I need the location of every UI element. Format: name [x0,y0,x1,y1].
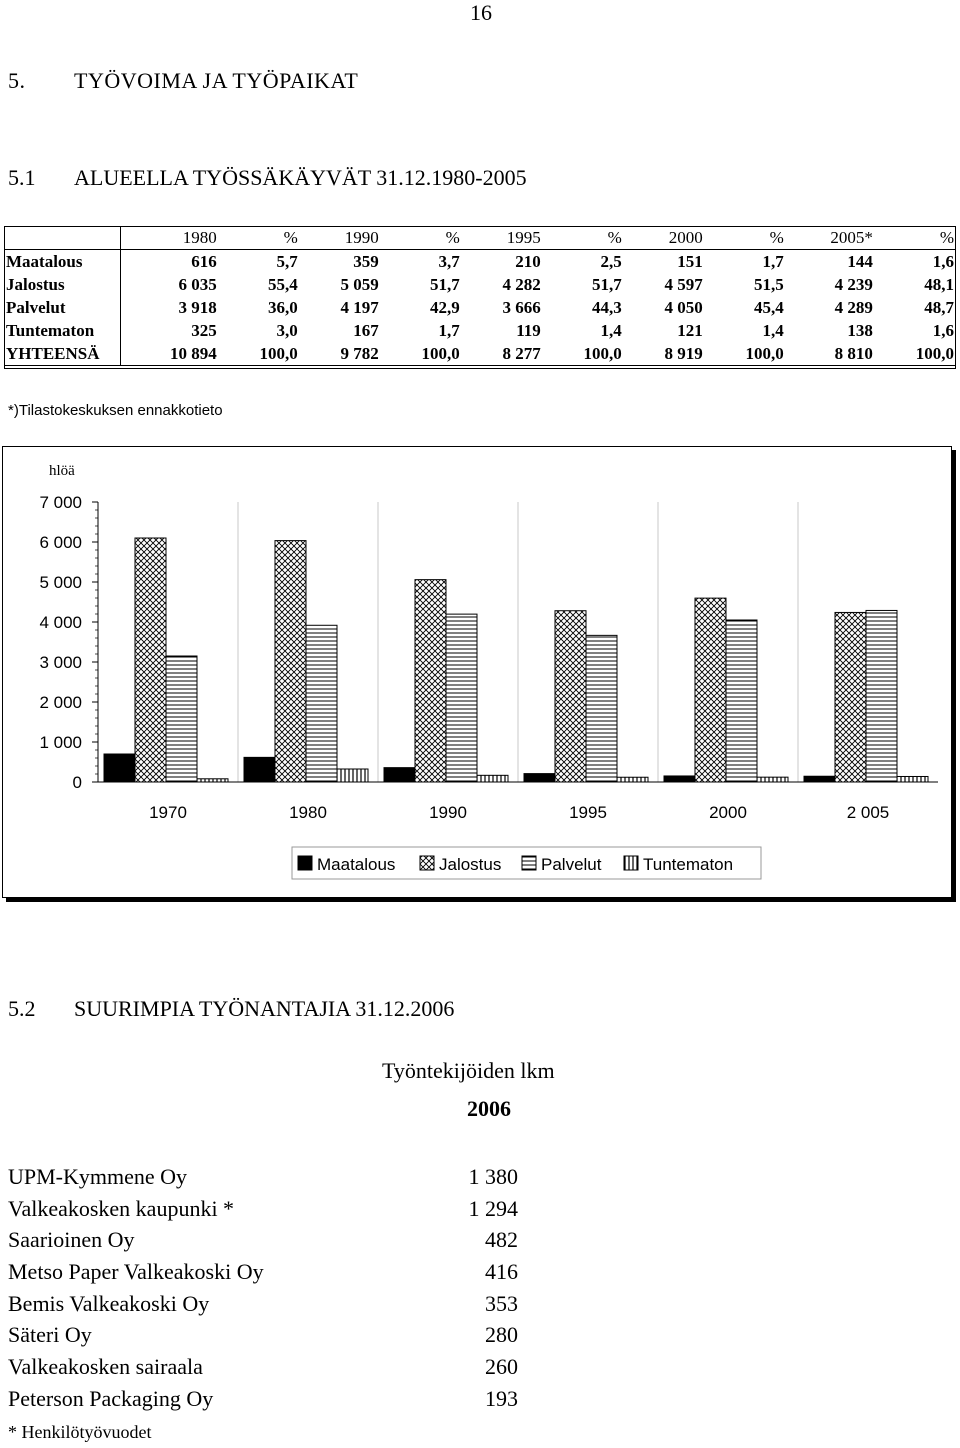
subsection-heading-1 [8,165,527,191]
workforce-table [4,226,956,366]
workforce-bar-chart [3,447,949,895]
table-cell: 4 289 [834,297,873,317]
bar-jalostus-1995 [555,611,586,782]
subsection-title-2: SUURIMPIA TYÖNANTAJIA 31.12.2006 [74,996,455,1021]
x-tick-label: 1980 [289,803,327,822]
table-row-label: Palvelut [4,296,121,319]
table-cell: 1,4 [762,320,784,340]
chart-frame [2,446,952,898]
table-cell: 100,0 [381,342,462,366]
y-axis-label: hlöä [49,463,75,479]
section-heading [8,68,358,94]
y-tick-label: 4 000 [39,613,82,632]
table-cell: 8 277 [462,342,543,366]
x-tick-label: 2000 [709,803,747,822]
bar-jalostus-2005 [835,612,866,782]
table-cell: 616 [191,251,217,271]
table-cell: 51,5 [754,274,784,294]
table-cell: 5 059 [340,274,379,294]
table-cell: 55,4 [268,274,298,294]
table-row-label: Tuntematon [4,319,121,342]
bar-maatalous-2000 [664,776,695,782]
table-cell: 48,1 [924,274,954,294]
list-item [8,1291,528,1323]
page-number: 16 [470,0,492,25]
bar-tuntematon-1990 [477,775,508,782]
y-tick-label: 6 000 [39,533,82,552]
table-cell: 42,9 [430,297,460,317]
x-tick-label: 1970 [149,803,187,822]
employer-name: Valkeakosken kaupunki * [8,1195,235,1221]
employer-footnote: * Henkilötyövuodet [8,1422,152,1442]
legend-swatch [298,856,312,870]
table-cell: 44,3 [592,297,622,317]
table-row-label: Maatalous [4,250,121,274]
subsection-heading-2 [8,996,454,1022]
bar-jalostus-1980 [275,541,306,782]
list-item [8,1164,528,1196]
table-cell: 1,4 [600,320,622,340]
table-row-label: YHTEENSÄ [4,342,121,366]
table-cell: 1,6 [932,251,954,271]
table-cell: 4 050 [664,297,703,317]
table-cell: 1980 [121,226,219,250]
table-row [4,250,956,274]
x-tick-label: 1995 [569,803,607,822]
bar-tuntematon-1980 [337,769,368,782]
table-row-label [4,226,121,250]
bar-palvelut-1990 [446,614,477,782]
employer-count: 1 294 [468,1195,518,1221]
table-cell: 3,7 [438,251,460,271]
employer-count: 482 [485,1227,518,1253]
table-cell: 4 239 [834,274,873,294]
bar-palvelut-2000 [726,620,757,782]
table-cell: 51,7 [592,274,622,294]
legend-swatch [420,856,434,870]
table-cell: 210 [515,251,541,271]
employer-name: Bemis Valkeakoski Oy [8,1290,210,1316]
table-row [4,319,956,342]
y-tick-label: 2 000 [39,693,82,712]
table-cell: 119 [516,320,541,340]
employer-count: 1 380 [468,1164,518,1189]
legend-label: Palvelut [541,855,602,874]
list-item [8,1322,528,1354]
bar-maatalous-1970 [104,754,135,782]
employer-count: 260 [485,1354,518,1380]
table-row [4,273,956,296]
subsection-number-1: 5.1 [8,165,36,190]
table-cell: 6 035 [178,274,217,294]
table-cell: 359 [353,251,379,271]
legend-swatch [522,856,536,870]
table-cell: 2000 [624,226,705,250]
table-cell: 8 919 [624,342,705,366]
table-cell: 151 [677,251,703,271]
table-cell: 100,0 [875,342,956,366]
table-cell: 9 782 [300,342,381,366]
list-item [8,1227,528,1259]
table-cell: 36,0 [268,297,298,317]
bar-palvelut-1980 [306,625,337,782]
table-cell: % [381,226,462,250]
table-cell: 4 597 [664,274,703,294]
list-item [8,1259,528,1291]
table-row [4,342,956,366]
bar-jalostus-1990 [415,580,446,782]
bar-maatalous-2005 [804,776,835,782]
employer-list [8,1164,528,1418]
table-cell: 5,7 [276,251,298,271]
table-cell: 3 666 [502,297,541,317]
employer-count: 193 [485,1385,518,1411]
list-item [8,1386,528,1418]
employer-name: Valkeakosken sairaala [8,1354,203,1380]
table-cell: 10 894 [121,342,219,366]
bar-tuntematon-2005 [897,776,928,782]
table-cell: 100,0 [705,342,786,366]
bar-palvelut-2005 [866,610,897,782]
employer-name: Metso Paper Valkeakoski Oy [8,1259,264,1285]
table-cell: 1,7 [438,320,460,340]
table-header-row [4,226,956,250]
employee-count-heading: Työntekijöiden lkm [382,1058,555,1083]
legend-swatch [624,856,638,870]
table-cell: % [875,226,956,250]
y-tick-label: 5 000 [39,573,82,592]
table-cell: 51,7 [430,274,460,294]
section-title: TYÖVOIMA JA TYÖPAIKAT [74,68,359,93]
y-tick-label: 7 000 [39,493,82,512]
legend-label: Jalostus [439,855,502,874]
employer-name: UPM-Kymmene Oy [8,1164,188,1189]
table-cell: 48,7 [924,297,954,317]
employer-name: Peterson Packaging Oy [8,1385,214,1411]
section-number: 5. [8,68,26,93]
table-footnote: *)Tilastokeskuksen ennakkotieto [8,402,223,419]
table-cell: 8 810 [786,342,875,366]
table-cell: 3,0 [276,320,298,340]
x-tick-label: 2 005 [846,803,890,822]
bar-maatalous-1980 [244,757,275,782]
subsection-title-1: ALUEELLA TYÖSSÄKÄYVÄT 31.12.1980-2005 [74,165,527,190]
table-cell: 1,6 [932,320,954,340]
employee-count-year: 2006 [467,1096,511,1121]
table-cell: 100,0 [219,342,300,366]
bar-jalostus-2000 [695,598,726,782]
bar-jalostus-1970 [135,538,166,782]
table-cell: % [543,226,624,250]
table-cell: 100,0 [543,342,624,366]
table-cell: 45,4 [754,297,784,317]
table-cell: 2,5 [600,251,622,271]
table-cell: % [219,226,300,250]
table-cell: 2005* [786,226,875,250]
table-cell: 1,7 [762,251,784,271]
table-row-label: Jalostus [4,273,121,296]
y-tick-label: 3 000 [39,653,82,672]
bar-tuntematon-2000 [757,777,788,782]
table-cell: 167 [353,320,379,340]
employer-name: Saarioinen Oy [8,1227,135,1253]
table-cell: % [705,226,786,250]
y-tick-label: 1 000 [39,733,82,752]
legend-label: Maatalous [317,855,396,874]
bar-tuntematon-1995 [617,777,648,782]
table-cell: 4 282 [502,274,541,294]
list-item [8,1354,528,1386]
table-cell: 144 [847,251,873,271]
y-tick-label: 0 [72,773,82,792]
table-cell: 138 [847,320,873,340]
table-cell: 3 918 [178,297,217,317]
bar-palvelut-1995 [586,635,617,782]
table-cell: 121 [677,320,703,340]
table-cell: 1995 [462,226,543,250]
bar-maatalous-1995 [524,774,555,782]
list-item [8,1196,528,1228]
employer-count: 416 [485,1259,518,1285]
bar-maatalous-1990 [384,768,415,782]
table-cell: 1990 [300,226,381,250]
employer-count: 280 [485,1322,518,1348]
table-row [4,296,956,319]
employer-name: Säteri Oy [8,1322,92,1348]
x-tick-label: 1990 [429,803,467,822]
legend-label: Tuntematon [643,855,734,874]
table-cell: 325 [191,320,217,340]
table-cell: 4 197 [340,297,379,317]
subsection-number-2: 5.2 [8,996,36,1021]
employer-count: 353 [485,1290,518,1316]
bar-palvelut-1970 [166,656,197,782]
